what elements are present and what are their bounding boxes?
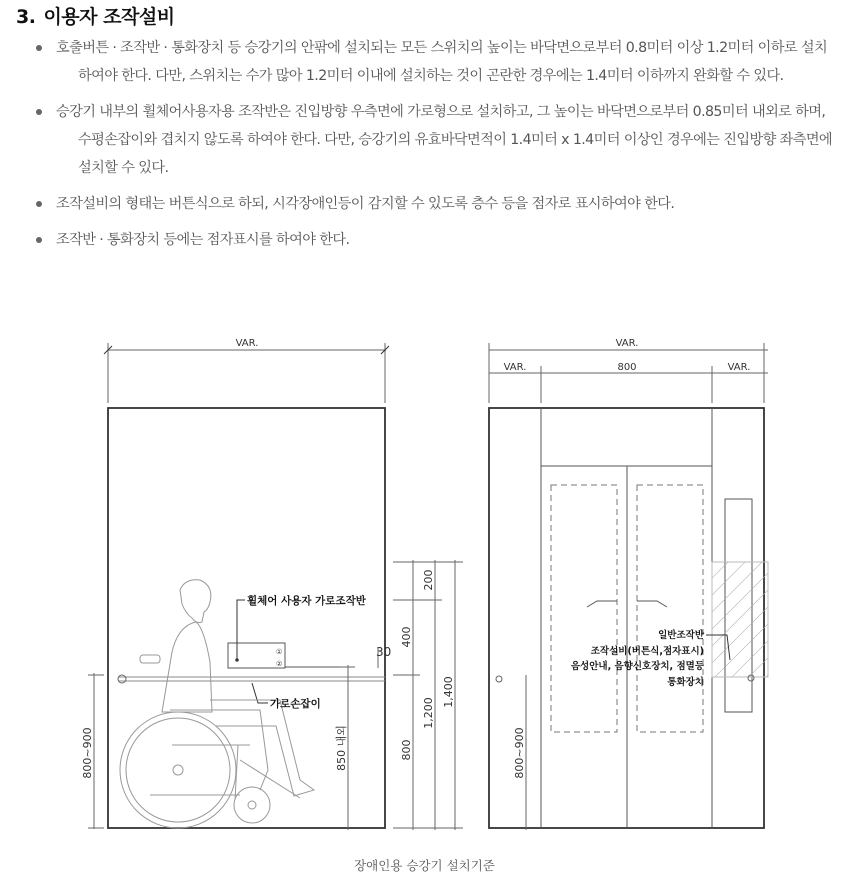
section-number: 3. <box>16 6 36 28</box>
audio-signal-label: 음성안내, 음향신호장치, 점멸등 <box>570 661 704 672</box>
panel-label: 휠체어 사용자 가로조작반 <box>247 595 366 607</box>
panel-mark-2: ② <box>276 660 283 668</box>
control-type-label: 조작설비(버튼식,점자표시) <box>590 646 704 657</box>
bullet-icon <box>36 109 42 115</box>
gap-dim-label: 30 <box>376 645 392 659</box>
handrail-label: 가로손잡이 <box>270 698 321 710</box>
elevator-diagram <box>0 320 849 850</box>
dim-400: 400 <box>400 626 413 648</box>
door-dim-label: 800 <box>617 362 637 373</box>
right-elevation <box>489 343 768 830</box>
panel-mark-1: ① <box>276 648 283 656</box>
requirements-list <box>30 34 840 262</box>
section-heading <box>16 2 175 29</box>
intercom-label: 통화장치 <box>667 677 704 688</box>
dim-1200: 1,200 <box>422 697 435 729</box>
section-title: 이용자 조작설비 <box>43 6 175 28</box>
right-right-dim-label: VAR. <box>727 362 751 373</box>
right-handrail-height-label: 800~900 <box>513 727 526 779</box>
dim-800: 800 <box>400 739 413 761</box>
left-top-dim-label: VAR. <box>235 338 259 349</box>
list-item: 호출버튼 · 조작반 · 통화장치 등 승강기의 안팎에 설치되는 모든 스위치의 높이는 바닥면으로부터 0.8미터 이상 1.2미터 이하로 설치하여야 한다. 다만, 스위치는 수가 많아 1.2미터 이내에 설치하는 것이 곤란한 경우에는 1.4미터 이하까지 완화할 수 있다. <box>30 34 840 90</box>
right-left-dim-label: VAR. <box>503 362 527 373</box>
panel-height-label: 850 내외 <box>335 725 348 771</box>
bullet-icon <box>36 237 42 243</box>
list-item: 조작반 · 통화장치 등에는 점자표시를 하여야 한다. <box>30 226 840 254</box>
figure-caption: 장애인용 승강기 설치기준 <box>354 858 495 873</box>
list-item: 조작설비의 형태는 버튼식으로 하되, 시각장애인등이 감지할 수 있도록 층수 등을 점자로 표시하여야 한다. <box>30 190 840 218</box>
dim-200: 200 <box>422 569 435 591</box>
right-top-dim-label: VAR. <box>615 338 639 349</box>
left-handrail-height-label: 800~900 <box>81 727 94 779</box>
bullet-icon <box>36 201 42 207</box>
list-item: 승강기 내부의 휠체어사용자용 조작반은 진입방향 우측면에 가로형으로 설치하고, 그 높이는 바닥면으로부터 0.85미터 내외로 하며, 수평손잡이와 겹치지 않도록 하여야 한다. 다만, 승강기의 유효바닥면적이 1.4미터 x 1.4미터 이상인 경우에는 진입방향 좌측면에 설치할 수 있다. <box>30 98 840 182</box>
bullet-icon <box>36 45 42 51</box>
dim-1400: 1,400 <box>442 676 455 708</box>
general-panel-label: 일반조작반 <box>658 630 704 641</box>
